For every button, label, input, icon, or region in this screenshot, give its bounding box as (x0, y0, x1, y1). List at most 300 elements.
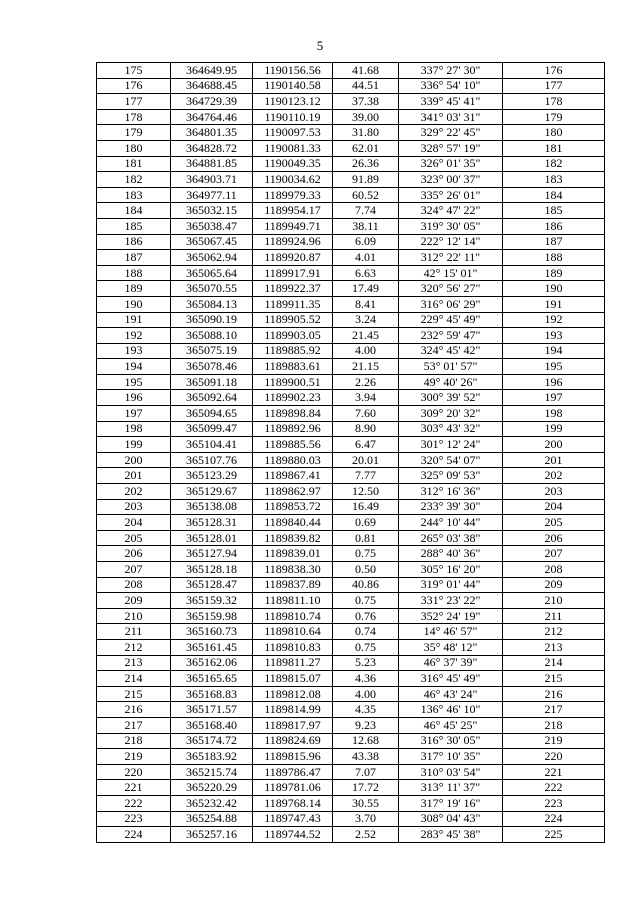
bearing-cell: 244° 10' 44" (399, 515, 503, 531)
x-coordinate-cell: 365128.31 (171, 515, 253, 531)
next-point-cell: 206 (503, 530, 605, 546)
bearing-cell: 42° 15' 01" (399, 265, 503, 281)
bearing-cell: 329° 22' 45" (399, 125, 503, 141)
table-row (97, 624, 605, 640)
table-row (97, 125, 605, 141)
next-point-cell: 199 (503, 421, 605, 437)
x-coordinate-cell: 364903.71 (171, 172, 253, 188)
y-coordinate-cell: 1189815.96 (253, 749, 333, 765)
x-coordinate-cell: 365107.76 (171, 452, 253, 468)
distance-cell: 40.86 (333, 577, 399, 593)
point-number-cell: 202 (97, 484, 171, 500)
bearing-cell: 319° 30' 05" (399, 218, 503, 234)
point-number-cell: 210 (97, 608, 171, 624)
table-row (97, 827, 605, 843)
next-point-cell: 189 (503, 265, 605, 281)
distance-cell: 0.74 (333, 624, 399, 640)
point-number-cell: 213 (97, 655, 171, 671)
x-coordinate-cell: 365174.72 (171, 733, 253, 749)
next-point-cell: 193 (503, 328, 605, 344)
distance-cell: 3.94 (333, 390, 399, 406)
bearing-cell: 53° 01' 57" (399, 359, 503, 375)
bearing-cell: 324° 47' 22" (399, 203, 503, 219)
point-number-cell: 180 (97, 140, 171, 156)
point-number-cell: 189 (97, 281, 171, 297)
next-point-cell: 183 (503, 172, 605, 188)
x-coordinate-cell: 365171.57 (171, 702, 253, 718)
distance-cell: 9.23 (333, 717, 399, 733)
point-number-cell: 183 (97, 187, 171, 203)
table-row (97, 733, 605, 749)
bearing-cell: 317° 10' 35" (399, 749, 503, 765)
x-coordinate-cell: 365160.73 (171, 624, 253, 640)
bearing-cell: 320° 56' 27" (399, 281, 503, 297)
y-coordinate-cell: 1189839.01 (253, 546, 333, 562)
table-row (97, 63, 605, 79)
table-row (97, 795, 605, 811)
next-point-cell: 210 (503, 593, 605, 609)
table-row (97, 406, 605, 422)
distance-cell: 37.38 (333, 94, 399, 110)
point-number-cell: 201 (97, 468, 171, 484)
y-coordinate-cell: 1189885.92 (253, 343, 333, 359)
table-row (97, 686, 605, 702)
next-point-cell: 218 (503, 717, 605, 733)
x-coordinate-cell: 365104.41 (171, 437, 253, 453)
x-coordinate-cell: 365138.08 (171, 499, 253, 515)
y-coordinate-cell: 1190140.58 (253, 78, 333, 94)
x-coordinate-cell: 365220.29 (171, 780, 253, 796)
point-number-cell: 193 (97, 343, 171, 359)
point-number-cell: 219 (97, 749, 171, 765)
point-number-cell: 186 (97, 234, 171, 250)
next-point-cell: 192 (503, 312, 605, 328)
point-number-cell: 204 (97, 515, 171, 531)
point-number-cell: 198 (97, 421, 171, 437)
next-point-cell: 214 (503, 655, 605, 671)
table-row (97, 203, 605, 219)
y-coordinate-cell: 1189768.14 (253, 795, 333, 811)
x-coordinate-cell: 365128.47 (171, 577, 253, 593)
x-coordinate-cell: 365078.46 (171, 359, 253, 375)
point-number-cell: 215 (97, 686, 171, 702)
bearing-cell: 310° 03' 54" (399, 764, 503, 780)
y-coordinate-cell: 1189837.89 (253, 577, 333, 593)
table-row (97, 484, 605, 500)
y-coordinate-cell: 1189883.61 (253, 359, 333, 375)
next-point-cell: 196 (503, 374, 605, 390)
x-coordinate-cell: 365215.74 (171, 764, 253, 780)
x-coordinate-cell: 365038.47 (171, 218, 253, 234)
table-row (97, 468, 605, 484)
point-number-cell: 217 (97, 717, 171, 733)
bearing-cell: 14° 46' 57" (399, 624, 503, 640)
next-point-cell: 176 (503, 63, 605, 79)
distance-cell: 4.00 (333, 343, 399, 359)
table-row (97, 312, 605, 328)
table-row (97, 421, 605, 437)
next-point-cell: 200 (503, 437, 605, 453)
bearing-cell: 312° 16' 36" (399, 484, 503, 500)
y-coordinate-cell: 1189920.87 (253, 250, 333, 266)
next-point-cell: 225 (503, 827, 605, 843)
bearing-cell: 323° 00' 37" (399, 172, 503, 188)
next-point-cell: 212 (503, 624, 605, 640)
next-point-cell: 185 (503, 203, 605, 219)
y-coordinate-cell: 1189911.35 (253, 296, 333, 312)
x-coordinate-cell: 365129.67 (171, 484, 253, 500)
table-row (97, 390, 605, 406)
point-number-cell: 194 (97, 359, 171, 375)
distance-cell: 20.01 (333, 452, 399, 468)
table-row (97, 328, 605, 344)
x-coordinate-cell: 364828.72 (171, 140, 253, 156)
coordinates-table (96, 62, 605, 843)
x-coordinate-cell: 365070.55 (171, 281, 253, 297)
distance-cell: 39.00 (333, 109, 399, 125)
x-coordinate-cell: 365092.64 (171, 390, 253, 406)
distance-cell: 43.38 (333, 749, 399, 765)
next-point-cell: 191 (503, 296, 605, 312)
y-coordinate-cell: 1189811.27 (253, 655, 333, 671)
bearing-cell: 301° 12' 24" (399, 437, 503, 453)
next-point-cell: 187 (503, 234, 605, 250)
table-row (97, 343, 605, 359)
point-number-cell: 222 (97, 795, 171, 811)
bearing-cell: 316° 30' 05" (399, 733, 503, 749)
distance-cell: 62.01 (333, 140, 399, 156)
point-number-cell: 175 (97, 63, 171, 79)
bearing-cell: 283° 45' 38" (399, 827, 503, 843)
y-coordinate-cell: 1189824.69 (253, 733, 333, 749)
bearing-cell: 337° 27' 30" (399, 63, 503, 79)
x-coordinate-cell: 365075.19 (171, 343, 253, 359)
x-coordinate-cell: 365168.40 (171, 717, 253, 733)
bearing-cell: 288° 40' 36" (399, 546, 503, 562)
x-coordinate-cell: 365032.15 (171, 203, 253, 219)
next-point-cell: 195 (503, 359, 605, 375)
point-number-cell: 223 (97, 811, 171, 827)
table-row (97, 655, 605, 671)
bearing-cell: 265° 03' 38" (399, 530, 503, 546)
point-number-cell: 211 (97, 624, 171, 640)
distance-cell: 17.49 (333, 281, 399, 297)
table-row (97, 94, 605, 110)
x-coordinate-cell: 365257.16 (171, 827, 253, 843)
distance-cell: 0.76 (333, 608, 399, 624)
x-coordinate-cell: 365168.83 (171, 686, 253, 702)
y-coordinate-cell: 1189810.74 (253, 608, 333, 624)
next-point-cell: 197 (503, 390, 605, 406)
point-number-cell: 197 (97, 406, 171, 422)
next-point-cell: 194 (503, 343, 605, 359)
table-row (97, 281, 605, 297)
point-number-cell: 178 (97, 109, 171, 125)
distance-cell: 38.11 (333, 218, 399, 234)
y-coordinate-cell: 1189903.05 (253, 328, 333, 344)
x-coordinate-cell: 365183.92 (171, 749, 253, 765)
bearing-cell: 325° 09' 53" (399, 468, 503, 484)
distance-cell: 17.72 (333, 780, 399, 796)
y-coordinate-cell: 1190034.62 (253, 172, 333, 188)
table-row (97, 546, 605, 562)
table-row (97, 78, 605, 94)
x-coordinate-cell: 364729.39 (171, 94, 253, 110)
distance-cell: 8.41 (333, 296, 399, 312)
bearing-cell: 35° 48' 12" (399, 639, 503, 655)
table-row (97, 140, 605, 156)
next-point-cell: 179 (503, 109, 605, 125)
next-point-cell: 217 (503, 702, 605, 718)
distance-cell: 12.50 (333, 484, 399, 500)
y-coordinate-cell: 1190156.56 (253, 63, 333, 79)
next-point-cell: 219 (503, 733, 605, 749)
distance-cell: 3.70 (333, 811, 399, 827)
distance-cell: 30.55 (333, 795, 399, 811)
table-row (97, 562, 605, 578)
point-number-cell: 177 (97, 94, 171, 110)
next-point-cell: 186 (503, 218, 605, 234)
y-coordinate-cell: 1190097.53 (253, 125, 333, 141)
point-number-cell: 192 (97, 328, 171, 344)
distance-cell: 12.68 (333, 733, 399, 749)
next-point-cell: 221 (503, 764, 605, 780)
y-coordinate-cell: 1189867.41 (253, 468, 333, 484)
table-row (97, 811, 605, 827)
distance-cell: 0.81 (333, 530, 399, 546)
distance-cell: 7.77 (333, 468, 399, 484)
next-point-cell: 208 (503, 562, 605, 578)
distance-cell: 31.80 (333, 125, 399, 141)
distance-cell: 6.47 (333, 437, 399, 453)
y-coordinate-cell: 1189917.91 (253, 265, 333, 281)
table-row (97, 515, 605, 531)
y-coordinate-cell: 1189900.51 (253, 374, 333, 390)
y-coordinate-cell: 1189840.44 (253, 515, 333, 531)
y-coordinate-cell: 1189786.47 (253, 764, 333, 780)
next-point-cell: 178 (503, 94, 605, 110)
bearing-cell: 316° 06' 29" (399, 296, 503, 312)
distance-cell: 4.35 (333, 702, 399, 718)
bearing-cell: 303° 43' 32" (399, 421, 503, 437)
point-number-cell: 187 (97, 250, 171, 266)
bearing-cell: 229° 45' 49" (399, 312, 503, 328)
bearing-cell: 335° 26' 01" (399, 187, 503, 203)
y-coordinate-cell: 1189744.52 (253, 827, 333, 843)
bearing-cell: 308° 04' 43" (399, 811, 503, 827)
y-coordinate-cell: 1189815.07 (253, 671, 333, 687)
table-row (97, 593, 605, 609)
table-row (97, 359, 605, 375)
bearing-cell: 305° 16' 20" (399, 562, 503, 578)
point-number-cell: 216 (97, 702, 171, 718)
distance-cell: 21.15 (333, 359, 399, 375)
table-row (97, 374, 605, 390)
table-row (97, 250, 605, 266)
distance-cell: 91.89 (333, 172, 399, 188)
x-coordinate-cell: 365065.64 (171, 265, 253, 281)
x-coordinate-cell: 364688.45 (171, 78, 253, 94)
distance-cell: 16.49 (333, 499, 399, 515)
y-coordinate-cell: 1189838.30 (253, 562, 333, 578)
x-coordinate-cell: 365067.45 (171, 234, 253, 250)
y-coordinate-cell: 1189810.64 (253, 624, 333, 640)
x-coordinate-cell: 364881.85 (171, 156, 253, 172)
y-coordinate-cell: 1189812.08 (253, 686, 333, 702)
next-point-cell: 202 (503, 468, 605, 484)
point-number-cell: 181 (97, 156, 171, 172)
x-coordinate-cell: 365062.94 (171, 250, 253, 266)
x-coordinate-cell: 365161.45 (171, 639, 253, 655)
y-coordinate-cell: 1189862.97 (253, 484, 333, 500)
point-number-cell: 185 (97, 218, 171, 234)
point-number-cell: 190 (97, 296, 171, 312)
distance-cell: 2.52 (333, 827, 399, 843)
x-coordinate-cell: 365159.98 (171, 608, 253, 624)
next-point-cell: 188 (503, 250, 605, 266)
y-coordinate-cell: 1189979.33 (253, 187, 333, 203)
distance-cell: 6.09 (333, 234, 399, 250)
y-coordinate-cell: 1189902.23 (253, 390, 333, 406)
bearing-cell: 316° 45' 49" (399, 671, 503, 687)
next-point-cell: 223 (503, 795, 605, 811)
y-coordinate-cell: 1189949.71 (253, 218, 333, 234)
distance-cell: 7.60 (333, 406, 399, 422)
bearing-cell: 46° 37' 39" (399, 655, 503, 671)
y-coordinate-cell: 1189811.10 (253, 593, 333, 609)
x-coordinate-cell: 364764.46 (171, 109, 253, 125)
distance-cell: 7.07 (333, 764, 399, 780)
bearing-cell: 352° 24' 19" (399, 608, 503, 624)
bearing-cell: 222° 12' 14" (399, 234, 503, 250)
next-point-cell: 201 (503, 452, 605, 468)
bearing-cell: 300° 39' 52" (399, 390, 503, 406)
y-coordinate-cell: 1189747.43 (253, 811, 333, 827)
table-row (97, 265, 605, 281)
x-coordinate-cell: 365254.88 (171, 811, 253, 827)
y-coordinate-cell: 1189922.37 (253, 281, 333, 297)
table-row (97, 156, 605, 172)
distance-cell: 4.36 (333, 671, 399, 687)
table-row (97, 717, 605, 733)
point-number-cell: 191 (97, 312, 171, 328)
distance-cell: 6.63 (333, 265, 399, 281)
point-number-cell: 224 (97, 827, 171, 843)
bearing-cell: 326° 01' 35" (399, 156, 503, 172)
table-row (97, 187, 605, 203)
point-number-cell: 205 (97, 530, 171, 546)
table-row (97, 749, 605, 765)
bearing-cell: 319° 01' 44" (399, 577, 503, 593)
next-point-cell: 211 (503, 608, 605, 624)
bearing-cell: 233° 39' 30" (399, 499, 503, 515)
next-point-cell: 204 (503, 499, 605, 515)
y-coordinate-cell: 1189839.82 (253, 530, 333, 546)
x-coordinate-cell: 365091.18 (171, 374, 253, 390)
y-coordinate-cell: 1189817.97 (253, 717, 333, 733)
table-row (97, 764, 605, 780)
distance-cell: 2.26 (333, 374, 399, 390)
point-number-cell: 206 (97, 546, 171, 562)
y-coordinate-cell: 1190123.12 (253, 94, 333, 110)
distance-cell: 0.75 (333, 639, 399, 655)
next-point-cell: 207 (503, 546, 605, 562)
bearing-cell: 312° 22' 11" (399, 250, 503, 266)
distance-cell: 4.01 (333, 250, 399, 266)
point-number-cell: 214 (97, 671, 171, 687)
distance-cell: 44.51 (333, 78, 399, 94)
next-point-cell: 177 (503, 78, 605, 94)
table-row (97, 639, 605, 655)
next-point-cell: 215 (503, 671, 605, 687)
x-coordinate-cell: 365084.13 (171, 296, 253, 312)
next-point-cell: 203 (503, 484, 605, 500)
bearing-cell: 313° 11' 37" (399, 780, 503, 796)
y-coordinate-cell: 1189892.96 (253, 421, 333, 437)
x-coordinate-cell: 365128.18 (171, 562, 253, 578)
point-number-cell: 184 (97, 203, 171, 219)
next-point-cell: 224 (503, 811, 605, 827)
y-coordinate-cell: 1190049.35 (253, 156, 333, 172)
bearing-cell: 46° 43' 24" (399, 686, 503, 702)
bearing-cell: 232° 59' 47" (399, 328, 503, 344)
distance-cell: 8.90 (333, 421, 399, 437)
point-number-cell: 199 (97, 437, 171, 453)
y-coordinate-cell: 1189905.52 (253, 312, 333, 328)
table-row (97, 172, 605, 188)
point-number-cell: 182 (97, 172, 171, 188)
x-coordinate-cell: 365162.06 (171, 655, 253, 671)
table-row (97, 530, 605, 546)
x-coordinate-cell: 365094.65 (171, 406, 253, 422)
point-number-cell: 196 (97, 390, 171, 406)
bearing-cell: 331° 23' 22" (399, 593, 503, 609)
distance-cell: 0.69 (333, 515, 399, 531)
x-coordinate-cell: 365128.01 (171, 530, 253, 546)
distance-cell: 0.50 (333, 562, 399, 578)
bearing-cell: 136° 46' 10" (399, 702, 503, 718)
x-coordinate-cell: 365099.47 (171, 421, 253, 437)
distance-cell: 4.00 (333, 686, 399, 702)
next-point-cell: 213 (503, 639, 605, 655)
table-row (97, 234, 605, 250)
point-number-cell: 176 (97, 78, 171, 94)
distance-cell: 60.52 (333, 187, 399, 203)
point-number-cell: 207 (97, 562, 171, 578)
bearing-cell: 336° 54' 10" (399, 78, 503, 94)
table-row (97, 452, 605, 468)
x-coordinate-cell: 364977.11 (171, 187, 253, 203)
x-coordinate-cell: 364649.95 (171, 63, 253, 79)
next-point-cell: 182 (503, 156, 605, 172)
x-coordinate-cell: 365088.10 (171, 328, 253, 344)
point-number-cell: 195 (97, 374, 171, 390)
point-number-cell: 212 (97, 639, 171, 655)
table-row (97, 671, 605, 687)
distance-cell: 21.45 (333, 328, 399, 344)
next-point-cell: 222 (503, 780, 605, 796)
distance-cell: 41.68 (333, 63, 399, 79)
y-coordinate-cell: 1190110.19 (253, 109, 333, 125)
bearing-cell: 46° 45' 25" (399, 717, 503, 733)
next-point-cell: 181 (503, 140, 605, 156)
bearing-cell: 328° 57' 19" (399, 140, 503, 156)
next-point-cell: 180 (503, 125, 605, 141)
next-point-cell: 198 (503, 406, 605, 422)
table-row (97, 218, 605, 234)
bearing-cell: 324° 45' 42" (399, 343, 503, 359)
x-coordinate-cell: 365127.94 (171, 546, 253, 562)
